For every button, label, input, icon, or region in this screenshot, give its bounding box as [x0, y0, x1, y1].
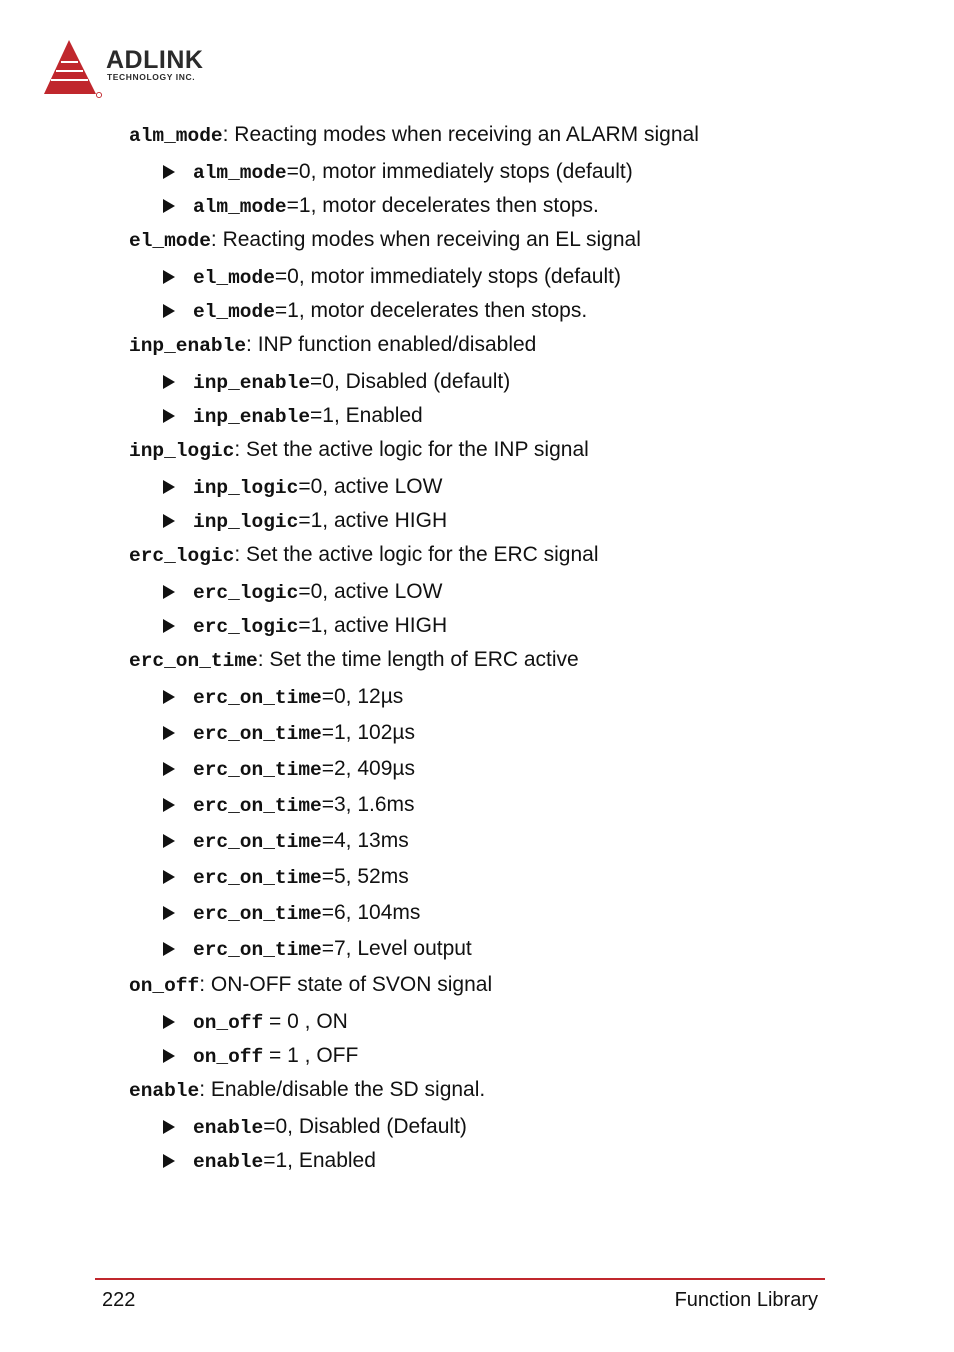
param-name: erc_logic [129, 545, 235, 567]
option-list [129, 474, 829, 534]
list-item [129, 684, 829, 710]
option-text: =0, 12µs [321, 685, 404, 708]
option-code: on_off [193, 1012, 264, 1034]
option-code: erc_on_time [193, 939, 322, 961]
param-alm-mode [129, 122, 829, 219]
list-item [129, 900, 829, 926]
option-list [129, 264, 829, 324]
option-text: =1, active HIGH [298, 509, 448, 532]
param-name: enable [129, 1080, 200, 1102]
option-text: =5, 52ms [321, 865, 409, 888]
list-item [129, 613, 829, 639]
option-text: =0, active LOW [298, 580, 443, 603]
adlink-triangle-icon [42, 38, 104, 100]
list-item [129, 369, 829, 395]
option-text: = 0 , ON [263, 1010, 348, 1033]
list-item [129, 1009, 829, 1035]
param-heading [129, 542, 829, 568]
param-description: : Set the active logic for the ERC signal [234, 543, 599, 566]
option-text: = 1 , OFF [263, 1044, 359, 1067]
triangle-bullet-icon [163, 834, 175, 848]
option-text: =1, motor decelerates then stops. [274, 299, 588, 322]
triangle-bullet-icon [163, 304, 175, 318]
option-text: =7, Level output [321, 937, 472, 960]
option-text: =1, Enabled [263, 1149, 376, 1172]
option-list [129, 579, 829, 639]
option-code: erc_logic [193, 582, 299, 604]
list-item [129, 508, 829, 534]
option-code: enable [193, 1117, 264, 1139]
param-name: inp_enable [129, 335, 247, 357]
option-list [129, 1009, 829, 1069]
list-item [129, 474, 829, 500]
triangle-bullet-icon [163, 1049, 175, 1063]
param-name: on_off [129, 975, 200, 997]
option-code: erc_on_time [193, 723, 322, 745]
list-item [129, 579, 829, 605]
company-logo [42, 38, 242, 100]
triangle-bullet-icon [163, 798, 175, 812]
param-enable [129, 1077, 829, 1174]
option-code: inp_logic [193, 511, 299, 533]
list-item [129, 1148, 829, 1174]
param-description: : Enable/disable the SD signal. [199, 1078, 486, 1101]
list-item [129, 936, 829, 962]
param-el-mode [129, 227, 829, 324]
option-code: on_off [193, 1046, 264, 1068]
param-heading [129, 332, 829, 358]
param-heading [129, 437, 829, 463]
option-text: =1, active HIGH [298, 614, 448, 637]
triangle-bullet-icon [163, 585, 175, 599]
logo-wordmark: ADLINK [106, 46, 204, 74]
option-text: =0, motor immediately stops (default) [286, 160, 633, 183]
option-code: inp_logic [193, 477, 299, 499]
param-heading [129, 972, 829, 998]
param-inp-enable [129, 332, 829, 429]
option-text: =0, Disabled (default) [310, 370, 511, 393]
triangle-bullet-icon [163, 165, 175, 179]
triangle-bullet-icon [163, 726, 175, 740]
param-name: alm_mode [129, 125, 223, 147]
triangle-bullet-icon [163, 199, 175, 213]
triangle-bullet-icon [163, 1154, 175, 1168]
param-description: : Reacting modes when receiving an ALARM signal [222, 123, 699, 146]
option-list [129, 1114, 829, 1174]
param-erc-logic [129, 542, 829, 639]
list-item [129, 1114, 829, 1140]
param-description: : Reacting modes when receiving an EL signal [210, 228, 641, 251]
param-heading [129, 227, 829, 253]
param-description: : Set the time length of ERC active [257, 648, 579, 671]
triangle-bullet-icon [163, 1015, 175, 1029]
option-code: el_mode [193, 301, 275, 323]
option-code: erc_on_time [193, 831, 322, 853]
param-name: el_mode [129, 230, 211, 252]
param-heading [129, 647, 829, 673]
option-code: inp_enable [193, 406, 311, 428]
param-description: : ON-OFF state of SVON signal [199, 973, 493, 996]
triangle-bullet-icon [163, 1120, 175, 1134]
footer-divider [95, 1278, 825, 1280]
section-title: Function Library [674, 1289, 818, 1311]
param-on-off [129, 972, 829, 1069]
list-item [129, 403, 829, 429]
list-item [129, 159, 829, 185]
list-item [129, 193, 829, 219]
option-code: erc_on_time [193, 903, 322, 925]
option-code: erc_on_time [193, 759, 322, 781]
option-text: =1, motor decelerates then stops. [286, 194, 599, 217]
logo-tagline: TECHNOLOGY INC. [107, 72, 196, 82]
list-item [129, 756, 829, 782]
option-text: =3, 1.6ms [321, 793, 415, 816]
option-code: erc_on_time [193, 795, 322, 817]
param-description: : INP function enabled/disabled [246, 333, 537, 356]
list-item [129, 264, 829, 290]
triangle-bullet-icon [163, 762, 175, 776]
param-inp-logic [129, 437, 829, 534]
list-item [129, 828, 829, 854]
list-item [129, 864, 829, 890]
triangle-bullet-icon [163, 619, 175, 633]
option-code: alm_mode [193, 162, 287, 184]
registered-icon [96, 92, 101, 97]
option-code: enable [193, 1151, 264, 1173]
page-number: 222 [102, 1289, 136, 1311]
option-text: =1, Enabled [310, 404, 423, 427]
param-erc-on-time [129, 647, 829, 962]
option-list [129, 159, 829, 219]
option-text: =0, active LOW [298, 475, 443, 498]
parameter-list [129, 122, 829, 1182]
list-item [129, 298, 829, 324]
option-list [129, 684, 829, 962]
triangle-bullet-icon [163, 375, 175, 389]
option-code: erc_logic [193, 616, 299, 638]
option-code: inp_enable [193, 372, 311, 394]
option-text: =2, 409µs [321, 757, 415, 780]
triangle-bullet-icon [163, 942, 175, 956]
option-code: alm_mode [193, 196, 287, 218]
param-heading [129, 1077, 829, 1103]
list-item [129, 1043, 829, 1069]
option-code: erc_on_time [193, 867, 322, 889]
option-text: =6, 104ms [321, 901, 421, 924]
triangle-bullet-icon [163, 270, 175, 284]
list-item [129, 720, 829, 746]
param-heading [129, 122, 829, 148]
triangle-bullet-icon [163, 690, 175, 704]
param-name: inp_logic [129, 440, 235, 462]
param-description: : Set the active logic for the INP signal [234, 438, 589, 461]
list-item [129, 792, 829, 818]
option-code: el_mode [193, 267, 275, 289]
option-code: erc_on_time [193, 687, 322, 709]
option-list [129, 369, 829, 429]
option-text: =4, 13ms [321, 829, 409, 852]
option-text: =1, 102µs [321, 721, 415, 744]
option-text: =0, Disabled (Default) [263, 1115, 467, 1138]
triangle-bullet-icon [163, 870, 175, 884]
param-name: erc_on_time [129, 650, 258, 672]
option-text: =0, motor immediately stops (default) [274, 265, 621, 288]
triangle-bullet-icon [163, 906, 175, 920]
triangle-bullet-icon [163, 514, 175, 528]
triangle-bullet-icon [163, 409, 175, 423]
triangle-bullet-icon [163, 480, 175, 494]
